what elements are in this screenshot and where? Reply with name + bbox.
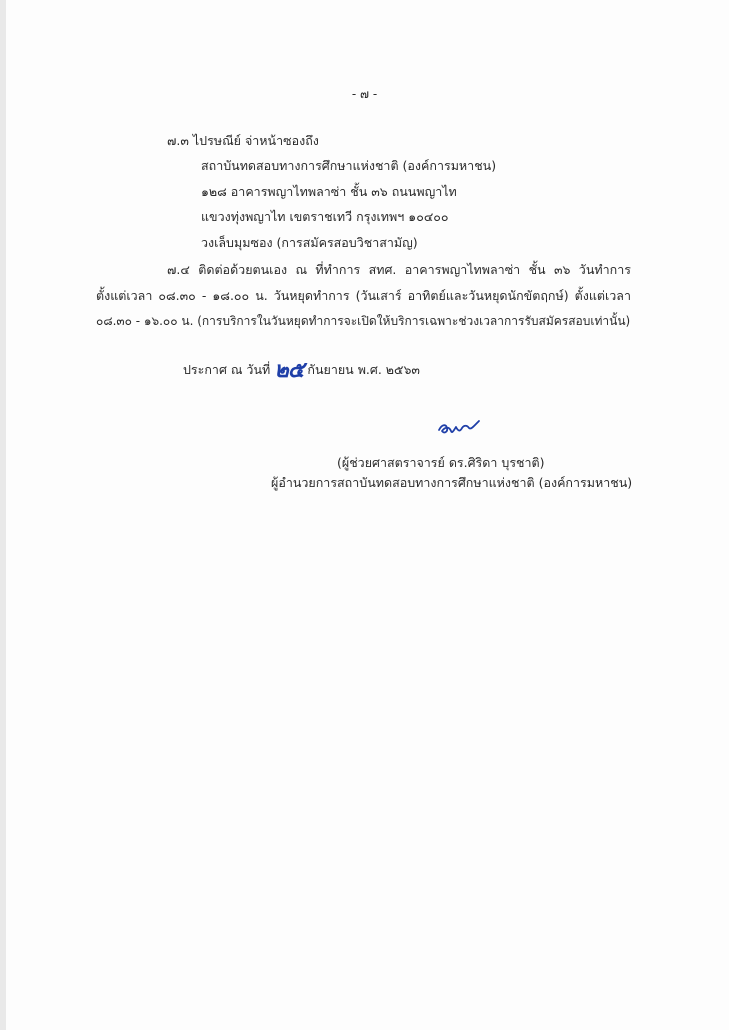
announcement-date xyxy=(183,358,420,383)
item-7-4-word: วันทำการ xyxy=(578,262,631,277)
item-7-4-word: วันหยุดทำการ xyxy=(273,288,350,303)
signer-title: ผู้อำนวยการสถาบันทดสอบทางการศึกษาแห่งชาติ (องค์การมหาชน) xyxy=(271,475,633,490)
item-7-3-heading: ๗.๓ ไปรษณีย์ จ่าหน้าซองถึง xyxy=(167,133,319,148)
item-7-4-word: ชั้น xyxy=(528,262,546,277)
item-7-4-word: (วันเสาร์ xyxy=(355,288,402,303)
item-7-4-line-2 xyxy=(96,288,631,304)
item-7-4-word: - xyxy=(201,288,207,303)
address-line-building: ๑๒๘ อาคารพญาไทพลาซ่า ชั้น ๓๖ ถนนพญาไท xyxy=(201,184,457,199)
item-7-4-word: ตั้งแต่เวลา xyxy=(574,288,631,303)
item-7-4-word: ณ xyxy=(295,262,308,277)
item-7-4-word: ติดต่อด้วยตนเอง xyxy=(198,262,288,277)
item-7-4-word: ที่ทำการ xyxy=(315,262,361,277)
address-line-district: แขวงทุ่งพญาไท เขตราชเทวี กรุงเทพฯ ๑๐๔๐๐ xyxy=(201,209,449,224)
item-7-4-word: ๓๖ xyxy=(553,262,571,277)
address-line-envelope-note: วงเล็บมุมซอง (การสมัครสอบวิชาสามัญ) xyxy=(201,235,418,250)
page-shadow-edge xyxy=(0,0,6,1030)
item-7-4-word: ๗.๔ xyxy=(167,262,190,277)
signer-name: (ผู้ช่วยศาสตราจารย์ ดร.ศิริดา บุรชาติ) xyxy=(337,455,545,470)
item-7-4-word: อาทิตย์และวันหยุดนักขัตฤกษ์) xyxy=(407,288,569,303)
item-7-4-line-1 xyxy=(167,262,631,278)
page-number: - ๗ - xyxy=(351,87,378,101)
item-7-4-line-3: ๐๘.๓๐ - ๑๖.๐๐ น. (การบริการในวันหยุดทำการจะเปิดให้บริการเฉพาะช่วงเวลาการรับสมัครสอบเท่านั้น) xyxy=(96,314,631,328)
item-7-4-word: ตั้งแต่เวลา xyxy=(96,288,153,303)
handwritten-signature xyxy=(436,418,482,440)
item-7-4-word: สทศ. xyxy=(368,262,397,277)
address-line-organization: สถาบันทดสอบทางการศึกษาแห่งชาติ (องค์การมหาชน) xyxy=(201,158,497,173)
item-7-4-word: ๐๘.๓๐ xyxy=(158,288,196,303)
item-7-4-word: น. xyxy=(255,288,268,303)
announcement-month-year: กันยายน พ.ศ. ๒๕๖๓ xyxy=(307,362,420,377)
handwritten-day: ๒๕ xyxy=(274,358,304,383)
announcement-prefix: ประกาศ ณ วันที่ xyxy=(183,362,271,377)
item-7-4-word: อาคารพญาไทพลาซ่า xyxy=(404,262,521,277)
item-7-4-word: ๑๘.๐๐ xyxy=(212,288,250,303)
